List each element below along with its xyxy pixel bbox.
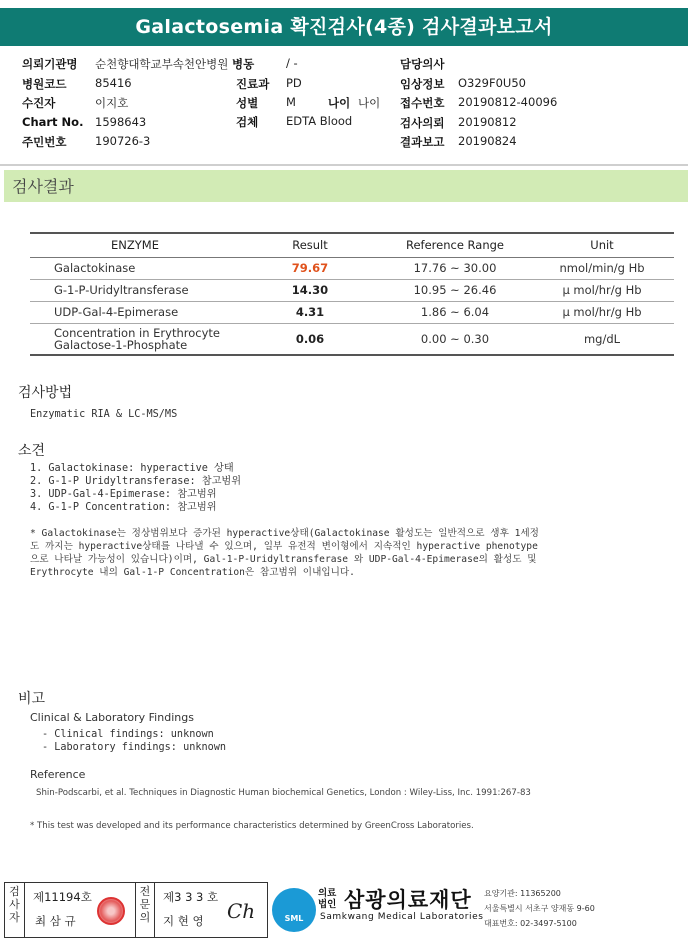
logo-text: SML [284,914,304,923]
clinical-findings-line: - Clinical findings: unknown [42,729,214,740]
clinical-info-value: O329F0U50 [458,76,526,90]
finding-item: 1. Galactokinase: hyperactive 상태 [30,463,234,474]
findings-title: 소견 [18,443,46,459]
dept-value: PD [286,76,302,90]
disclaimer-text: * This test was developed and its performance characteristics determined by GreenCross Laboratories. [30,821,474,831]
findings-note-line: Erythrocyte 내의 Gal-1-P Concentration은 참고범위 이내입니다. [30,567,355,578]
org-address: 서울특별시 서초구 양재동 9-60 [484,904,595,913]
unit: μ mol/hr/g Hb [530,301,674,323]
enzyme-name-line2: Galactose-1-Phosphate [54,337,188,352]
signature-mark: Ch [227,899,256,923]
result-value: 79.67 [240,257,380,279]
org-tag-line2: 법인 [318,899,337,910]
table-header-row [30,233,674,257]
chart-no-value: 1598643 [95,115,147,129]
findings-note-line: 도 까지는 hyperactive상태를 나타낼 수 있으며, 일부 유전적 변이형에서 지속적인 hyperactive phenotype [30,541,538,552]
result-value: 4.31 [240,301,380,323]
examiner-name: 최 삼 규 [35,914,76,928]
finding-item: 4. G-1-P Concentration: 참고범위 [30,502,217,513]
receipt-no-label: 접수번호 [400,96,445,110]
results-table [30,232,674,356]
org-english-name: Samkwang Medical Laboratories [320,912,484,922]
id-value: 190726-3 [95,134,151,148]
header-enzyme: ENZYME [30,233,240,257]
results-section-band [4,170,688,202]
clinical-lab-title: Clinical & Laboratory Findings [30,711,194,724]
examiner-license: 제11194호 [33,890,92,904]
result-value: 14.30 [240,279,380,301]
findings-note-line: * Galactokinase는 정상범위보다 증가된 hyperactive상태(Galactokinase 활성도는 일반적으로 생후 1세정 [30,528,539,539]
enzyme-name: UDP-Gal-4-Epimerase [30,301,240,323]
reference-range: 10.95 ~ 26.46 [380,279,530,301]
unit: mg/dL [530,323,674,355]
reference-range: 17.76 ~ 30.00 [380,257,530,279]
reference-title: Reference [30,768,86,781]
institution-value: 순천향대학교부속천안병원 [95,57,229,71]
report-date-label: 결과보고 [400,135,445,149]
doctor-label: 담당의사 [400,57,445,71]
header-reference: Reference Range [380,233,530,257]
finding-item: 2. G-1-P Uridyltransferase: 참고범위 [30,476,242,487]
report-date-value: 20190824 [458,134,517,148]
method-text: Enzymatic RIA & LC-MS/MS [30,409,178,420]
request-date-label: 검사의뢰 [400,116,445,130]
table-row [30,323,674,355]
org-tag-line1: 의료 [318,888,337,899]
enzyme-name-line1: Concentration in Erythrocyte [54,325,220,340]
receipt-no-value: 20190812-40096 [458,95,558,109]
dept-label: 진료과 [236,77,270,91]
specialist-license: 제3 3 3 호 [163,890,219,904]
specimen-value: EDTA Blood [286,114,353,128]
ward-value: / - [286,56,298,70]
specialist-name: 지 현 영 [163,914,204,928]
table-row [30,279,674,301]
reference-range: 0.00 ~ 0.30 [380,323,530,355]
sml-logo-icon [272,888,316,932]
sex-label: 성별 [236,96,259,110]
hospital-code-label: 병원코드 [22,77,67,91]
ward-label: 병동 [232,57,255,71]
age-label: 나이 [328,96,351,110]
org-phone: 대표번호: 02-3497-5100 [484,919,577,928]
reference-range: 1.86 ~ 6.04 [380,301,530,323]
org-tag [318,888,336,910]
enzyme-name: G-1-P-Uridyltransferase [30,279,240,301]
id-label: 주민번호 [22,135,67,149]
enzyme-name: Galactokinase [30,257,240,279]
org-name: 삼광의료재단 [344,888,472,912]
seal-stamp-icon [97,897,125,925]
clinical-info-label: 임상정보 [400,77,445,91]
age-value: 나이 [358,96,381,110]
receiver-value: 이지호 [95,96,129,110]
remarks-title: 비고 [18,691,46,707]
header-unit: Unit [530,233,674,257]
chart-no-label: Chart No. [22,115,84,129]
results-section-title: 검사결과 [12,177,74,196]
sex-value: M [286,95,296,109]
table-row [30,257,674,279]
examiner-label: 검사자 [5,883,25,937]
receiver-label: 수진자 [22,96,56,110]
unit: μ mol/hr/g Hb [530,279,674,301]
institution-label: 의뢰기관명 [22,57,78,71]
specialist-label: 전문의 [135,883,155,937]
org-code: 요양기관: 11365200 [484,889,561,898]
header-divider [0,164,688,166]
report-title: Galactosemia 확진검사(4종) 검사결과보고서 [0,8,688,46]
specimen-label: 검체 [236,115,259,129]
request-date-value: 20190812 [458,115,517,129]
method-title: 검사방법 [18,385,73,401]
unit: nmol/min/g Hb [530,257,674,279]
header-result: Result [240,233,380,257]
table-row [30,301,674,323]
findings-note-line: 으로 나타날 가능성이 있습니다)이며, Gal-1-P-Uridyltransferase 와 UDP-Gal-4-Epimerase의 활성도 및 [30,554,537,565]
signature-box [4,882,268,938]
hospital-code-value: 85416 [95,76,132,90]
result-value: 0.06 [240,323,380,355]
laboratory-findings-line: - Laboratory findings: unknown [42,742,227,753]
finding-item: 3. UDP-Gal-4-Epimerase: 참고범위 [30,489,217,500]
reference-text: Shin-Podscarbi, et al. Techniques in Diagnostic Human biochemical Genetics, London : Wiley-Liss, Inc. 1991:267-83 [36,788,531,798]
enzyme-name [30,323,240,355]
